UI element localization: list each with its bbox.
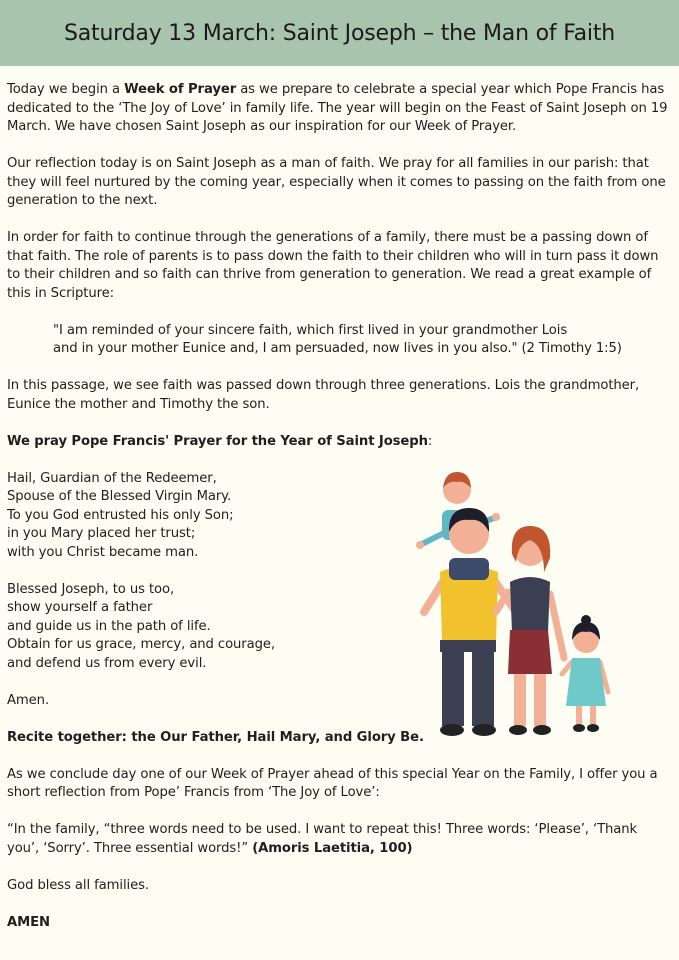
passage-paragraph: In this passage, we see faith was passed down through three generations. Lois the grandmother, Eunice the mother and Timothy the son. [7, 378, 640, 412]
prayer-line: Blessed Joseph, to us too, [7, 581, 175, 597]
header-banner [0, 0, 679, 66]
conclude-paragraph: As we conclude day one of our Week of Prayer ahead of this special Year on the Family, I offer you a short reflection from Pope’ Francis from ‘The Joy of Love’: [7, 766, 658, 800]
article-body [0, 66, 679, 932]
intro-text: Today we begin a [7, 82, 125, 97]
joy-quote-citation: (Amoris Laetitia, 100) [252, 840, 413, 856]
scripture-line: and in your mother Eunice and, I am persuaded, now lives in you also." (2 Timothy 1:5) [53, 341, 622, 356]
prayer-heading-bold: We pray Pope Francis' Prayer for the Year of Saint Joseph [7, 433, 428, 449]
reflection-paragraph: Our reflection today is on Saint Joseph as a man of faith. We pray for all families in our parish: that they will feel nurtured by the coming year, especially when it comes to passing on the faith from one generation to the next. [7, 156, 666, 208]
prayer-section [7, 470, 671, 711]
scripture-quote [7, 322, 671, 359]
prayer-amen: Amen. [7, 692, 50, 708]
family-illustration [412, 462, 622, 742]
blessing-line: God bless all families. [7, 877, 149, 893]
mother-figure [496, 526, 564, 735]
week-of-prayer-bold: Week of Prayer [124, 82, 237, 97]
prayer-line: with you Christ became man. [7, 544, 199, 560]
prayer-line: Obtain for us grace, mercy, and courage, [7, 637, 275, 652]
joy-quote-text: “In the family, “three words need to be used. I want to repeat this! Three words: ‘Please’, ‘Thank you’, ‘Sorry’. Three essential words!” [7, 822, 638, 856]
prayer-heading [7, 433, 671, 452]
recite-bold: Recite together: the Our Father, Hail Mary, and Glory Be. [7, 729, 424, 745]
scripture-line: "I am reminded of your sincere faith, which first lived in your grandmother Lois [53, 322, 568, 338]
page-title: Saturday 13 March: Saint Joseph – the Man of Faith [63, 20, 616, 46]
intro-text-rest: as we prepare to celebrate a special year which Pope Francis has dedicated to the ‘The Joy of Love’ in family life. The year will begin on the Feast of Saint Joseph on 19 March. We have chosen Saint Joseph as our inspiration for our Week of Prayer. [7, 82, 668, 134]
prayer-line: To you God entrusted his only Son; [7, 507, 234, 523]
girl-figure [562, 615, 608, 732]
father-figure [424, 508, 516, 736]
prayer-line: and defend us from every evil. [7, 655, 207, 671]
prayer-line: Hail, Guardian of the Redeemer, [7, 470, 217, 486]
prayer-line: Spouse of the Blessed Virgin Mary. [7, 489, 232, 504]
intro-paragraph [7, 81, 671, 137]
prayer-line: and guide us in the path of life. [7, 618, 211, 634]
generations-paragraph: In order for faith to continue through the generations of a family, there must be a passing down of that faith. The role of parents is to pass down the faith to their children who will in turn pass it down to their children and so faith can thrive from generation to generation. We read a great example of this in Scripture: [7, 230, 659, 301]
closing-amen [7, 914, 671, 933]
prayer-line: in you Mary placed her trust; [7, 526, 196, 541]
prayer-heading-colon: : [427, 433, 433, 449]
joy-of-love-quote [7, 821, 671, 858]
prayer-line: show yourself a father [7, 600, 153, 615]
closing-amen-bold: AMEN [7, 914, 50, 930]
